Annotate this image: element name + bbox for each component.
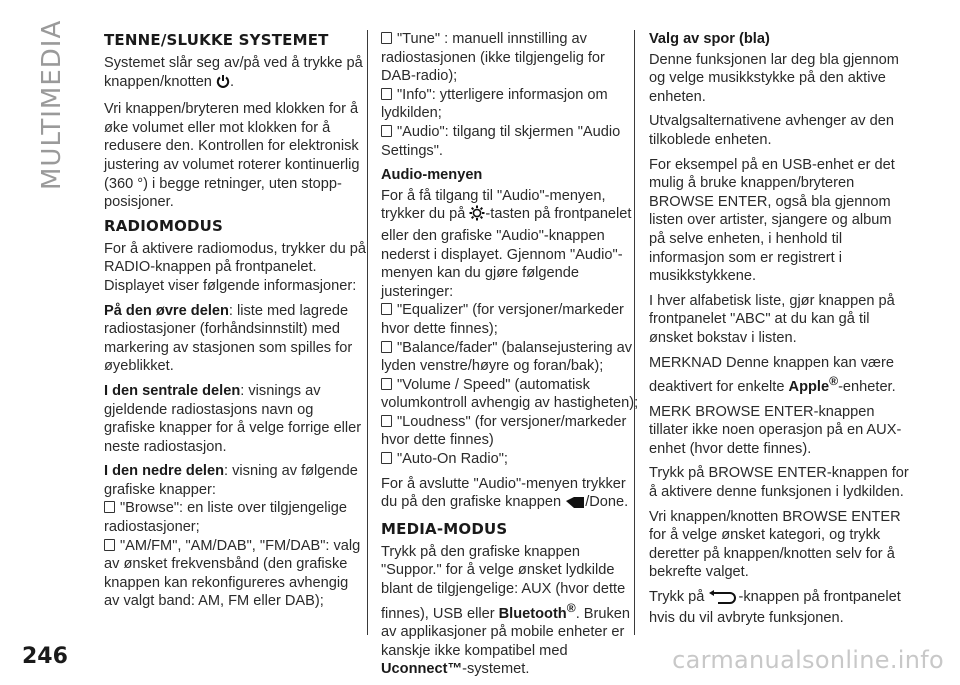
text: "Auto-On Radio"; xyxy=(397,451,508,468)
text: . Bruken av applikasjoner på mobile enheter er kanskje ikke kompatibel med xyxy=(381,605,631,659)
list-item xyxy=(381,450,643,469)
registered-mark: ® xyxy=(566,600,576,615)
paragraph: Denne funksjonen lar deg bla gjennom og velge musikkstykke på den aktive enheten. xyxy=(649,51,899,105)
column-2 xyxy=(381,30,643,685)
list-item xyxy=(381,413,643,450)
paragraph-exit-audio xyxy=(381,475,643,515)
heading-radio: RADIOMODUS xyxy=(104,216,224,235)
paragraph-middle xyxy=(104,382,366,456)
text: "Balance/fader" (balansejustering av lyden venstre/høyre og foran/bak); xyxy=(381,339,633,375)
uconnect-label: Uconnect™ xyxy=(381,661,463,678)
text: Trykk på den grafiske knappen "Suppor." for å velge ønsket lydkilde blant de tilgjengelige: AUX (hvor dette finnes), USB eller xyxy=(381,543,626,622)
paragraph-upper xyxy=(104,302,366,376)
paragraph: MERK BROWSE ENTER-knappen tillater ikke noen operasjon på en AUX-enhet (hvor dette finnes). xyxy=(649,403,902,457)
checkbox-bullet-icon xyxy=(381,88,392,100)
registered-mark: ® xyxy=(829,374,839,389)
list-item xyxy=(104,537,366,611)
checkbox-bullet-icon xyxy=(381,378,392,390)
bold-label: På den øvre delen xyxy=(104,302,229,319)
power-icon xyxy=(216,74,230,95)
list-item xyxy=(381,123,643,160)
text: "AM/FM", "AM/DAB", "FM/DAB": valg av ønsket frekvensbånd (den grafiske knappen kan rekonfigureres avhengig av valgt band: AM, FM eller DAB); xyxy=(104,537,361,610)
paragraph-power xyxy=(104,54,366,94)
paragraph-lower xyxy=(104,462,366,499)
checkbox-bullet-icon xyxy=(381,341,392,353)
gear-settings-icon xyxy=(469,205,485,227)
paragraph-media xyxy=(381,543,643,679)
text: Trykk på xyxy=(649,588,705,605)
list-item xyxy=(381,339,643,376)
text: -enheter. xyxy=(838,378,896,395)
text: -systemet. xyxy=(462,661,530,678)
list-item xyxy=(104,499,366,536)
text: "Info": ytterligere informasjon om lydkilden; xyxy=(381,86,608,122)
checkbox-bullet-icon xyxy=(381,303,392,315)
text: "Tune" : manuell innstilling av radiostasjonen (ikke tilgjengelig for DAB-radio); xyxy=(381,31,605,85)
watermark: carmanualsonline.info xyxy=(672,646,944,674)
checkbox-bullet-icon xyxy=(381,32,392,44)
text: -tasten på frontpanelet eller den grafiske "Audio"-knappen nederst i displayet. Gjennom "Audio"-menyen kan du gjøre følgende justeringer: xyxy=(381,206,632,300)
checkbox-bullet-icon xyxy=(381,125,392,137)
paragraph xyxy=(649,588,911,628)
checkbox-bullet-icon xyxy=(381,452,392,464)
back-done-icon xyxy=(565,496,585,515)
text: : visnings av gjeldende radiostasjons navn og grafiske knapper for å velge forrige eller neste radiostasjon. xyxy=(104,382,362,455)
column-divider xyxy=(367,30,368,635)
paragraph-note xyxy=(649,354,911,397)
text: /Done. xyxy=(585,494,629,511)
section-side-title: MULTIMEDIA xyxy=(37,19,67,190)
paragraph: Utvalgsalternativene avhenger av den tilkoblede enheten. xyxy=(649,113,895,148)
list-item xyxy=(381,30,643,86)
column-3 xyxy=(649,30,911,634)
list-item xyxy=(381,376,643,413)
page-number: 246 xyxy=(22,644,68,669)
back-arrow-icon xyxy=(708,590,738,610)
text: For å avslutte "Audio"-menyen trykker du på den grafiske knappen xyxy=(381,475,626,511)
text: Systemet slår seg av/på ved å trykke på knappen/knotten xyxy=(104,55,363,90)
apple-label: Apple xyxy=(788,378,830,395)
text: : liste med lagrede radiostasjoner (forhåndsinnstilt) med markering av stasjonen som spilles for øyeblikket. xyxy=(104,302,353,375)
paragraph: Trykk på BROWSE ENTER-knappen for å aktivere denne funksjonen i lydkilden. xyxy=(649,465,909,500)
bold-label: I den nedre delen xyxy=(104,463,225,480)
text: "Equalizer" (for versjoner/markeder hvor dette finnes); xyxy=(381,302,624,337)
paragraph: Vri knappen/knotten BROWSE ENTER for å velge ønsket kategori, og trykk deretter på knappen/knotten selv for å bekrefte valget. xyxy=(649,508,901,581)
paragraph: For eksempel på en USB-enhet er det mulig å bruke knappen/bryteren BROWSE ENTER, også bla gjennom listen over artister, sjangere og album på selve enheten, i henhold til informasjon som er registrert i musikkstykkene. xyxy=(649,156,895,285)
checkbox-bullet-icon xyxy=(104,501,115,513)
checkbox-bullet-icon xyxy=(381,415,392,427)
paragraph-audio xyxy=(381,187,643,302)
paragraph-radio: For å aktivere radiomodus, trykker du på RADIO-knappen på frontpanelet. Displayet viser følgende informasjoner: xyxy=(104,240,366,294)
text: "Audio": tilgang til skjermen "Audio Settings". xyxy=(381,123,621,159)
heading-media: MEDIA-MODUS xyxy=(381,519,508,538)
text: "Volume / Speed" (automatisk volumkontroll avhengig av hastigheten); xyxy=(381,376,639,412)
bold-label: I den sentrale delen xyxy=(104,382,241,399)
paragraph: I hver alfabetisk liste, gjør knappen på frontpanelet "ABC" at du kan gå til ønsket bokstav i listen. xyxy=(649,292,895,346)
text: "Loudness" (for versjoner/markeder hvor dette finnes) xyxy=(381,413,627,449)
heading-audio-menu: Audio-menyen xyxy=(381,167,483,184)
column-1 xyxy=(104,30,366,611)
checkbox-bullet-icon xyxy=(104,539,115,551)
text: . xyxy=(229,73,235,90)
text: MERKNAD Denne knappen kan være deaktivert for enkelte xyxy=(649,354,894,395)
paragraph-volume: Vri knappen/bryteren med klokken for å øke volumet eller mot klokken for å redusere den. Kontrollen for elektronisk justering av volumet roterer kontinuerlig (360 °) i begge retninger, uten stopp-posisjoner. xyxy=(104,101,360,211)
text: -knappen på frontpanelet hvis du vil avbryte funksjonen. xyxy=(649,588,901,627)
heading-power: TENNE/SLUKKE SYSTEMET xyxy=(104,31,329,49)
text: "Browse": en liste over tilgjengelige radiostasjoner; xyxy=(104,500,347,536)
text: For å få tilgang til "Audio"-menyen, trykker du på xyxy=(381,187,606,223)
list-item xyxy=(381,301,643,338)
bluetooth-label: Bluetooth xyxy=(498,605,567,622)
list-item xyxy=(381,86,643,123)
text: : visning av følgende grafiske knapper: xyxy=(104,463,358,498)
heading-track-selection: Valg av spor (bla) xyxy=(649,31,770,47)
